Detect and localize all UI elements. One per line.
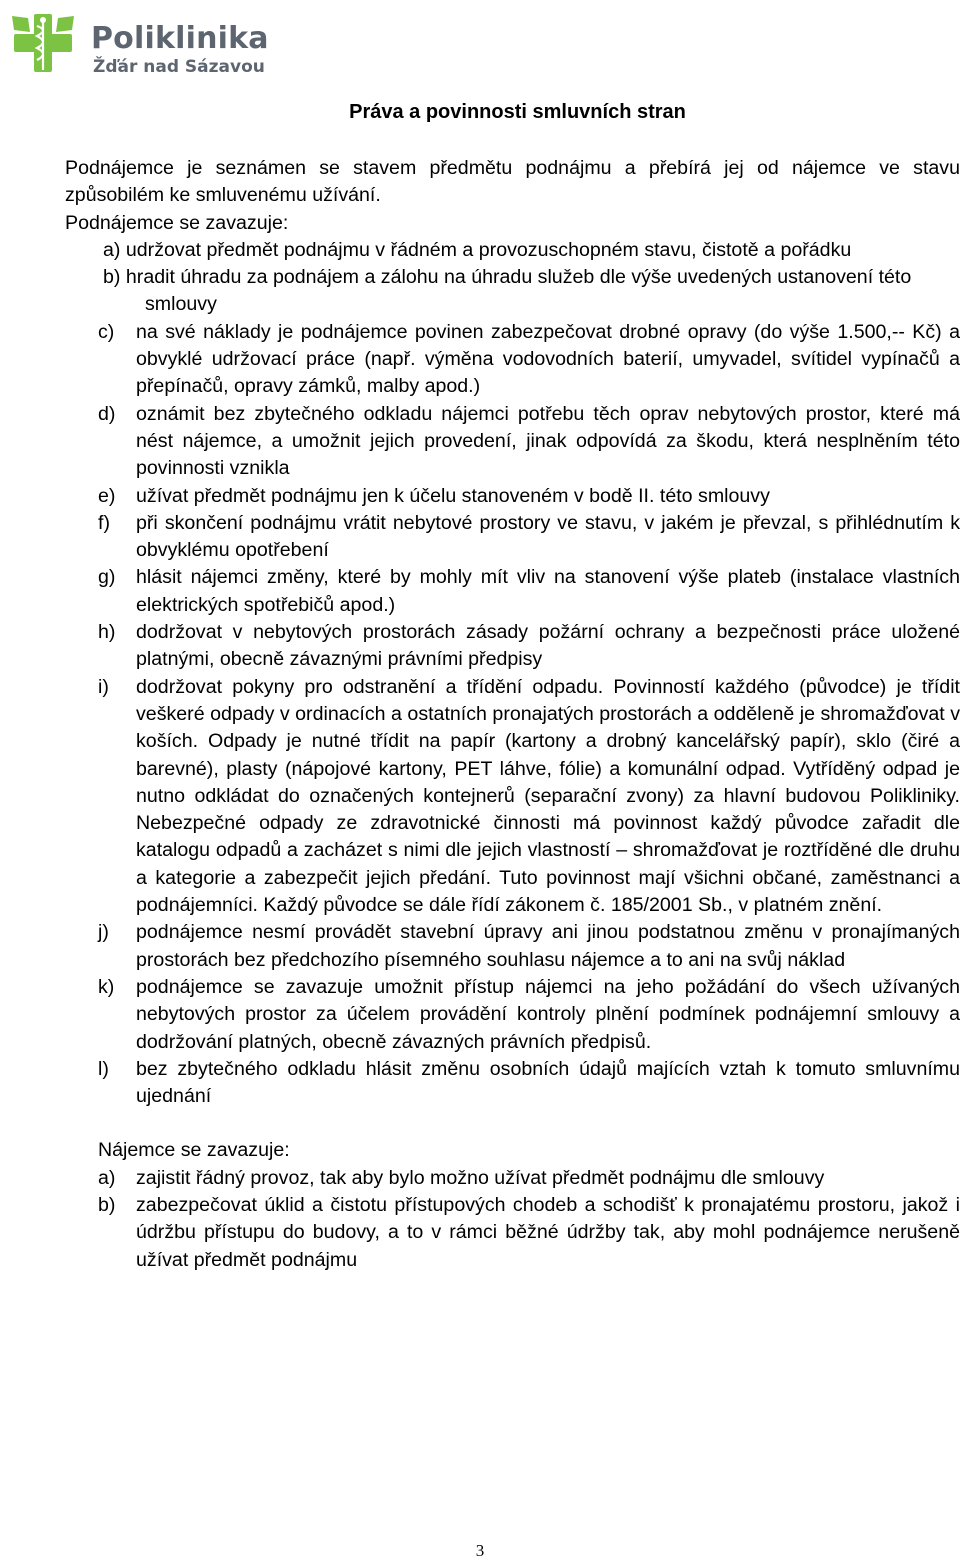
list-item — [98, 619, 960, 674]
item-text: bez zbytečného odkladu hlásit změnu osobních údajů majících vztah k tomuto smluvnímu ujednání — [136, 1057, 960, 1108]
item-text: zabezpečovat úklid a čistotu přístupových chodeb a schodišť k pronajatému prostoru, jakož i údržbu přístupu do budovy, a to v rámci běžné údržby tak, aby mohl podnájemce nerušeně užívat předmět podnájmu — [136, 1193, 960, 1271]
item-marker: b) — [98, 1193, 116, 1216]
poliklinika-logo-icon — [6, 8, 86, 78]
list-item — [98, 1165, 960, 1192]
list-item — [98, 1192, 960, 1274]
document-body — [65, 97, 960, 1274]
tenant-items-c-to-l — [98, 319, 960, 1274]
list-item — [98, 564, 960, 619]
list-item — [98, 483, 960, 510]
item-text: dodržovat pokyny pro odstranění a třídění odpadu. Povinností každého (původce) je třídit veškeré odpady v ordinacích a ostatních pronajatých prostorách a odděleně je shromažďovat v koších. Odpady je nutné třídit na papír (kartony a drobný kancelářský papír), sklo (čiré a barevné), plasty (nápojové kartony, PET láhve, fólie) a komunální odpad. Vytříděný odpad je nutno odkládat do označených kontejnerů (separační zvony) za hlavní budovou Polikliniky. Nebezpečné odpady ze zdravotnické činnosti má povinnost každý původce zařadit dle katalogu odpadů a zacházet s nimi dle jejich vlastností – shromažďovat je roztříděné dle druhu a kategorie a zabezpečit jejich předání. Tuto povinnost mají všichni občané, zaměstnanci a podnájemníci. Každý původce se dále řídí zákonem č. 185/2001 Sb., v platném znění. — [136, 675, 960, 917]
item-marker: f) — [98, 511, 110, 534]
list-item — [98, 919, 960, 974]
list-item — [65, 237, 960, 264]
tenant-obligations-list — [65, 237, 960, 1274]
intro-paragraph: Podnájemce je seznámen se stavem předmětu podnájmu a přebírá jej od nájemce ve stavu způsobilém ke smluvenému užívání. — [65, 157, 960, 207]
item-marker: d) — [98, 402, 116, 425]
tenant-obligations-heading: Podnájemce se zavazuje: — [65, 211, 289, 234]
item-text: na své náklady je podnájemce povinen zabezpečovat drobné opravy (do výše 1.500,-- Kč) a obvyklé udržovací práce (např. výměna vodovodních baterií, umyvadel, svítidel vypínačů a přepínačů, opravy zámků, malby apod.) — [136, 320, 960, 398]
item-text: užívat předmět podnájmu jen k účelu stanoveném v bodě II. této smlouvy — [136, 484, 770, 507]
item-text: dodržovat v nebytových prostorách zásady požární ochrany a bezpečnosti práce uložené platnými, obecně závaznými právními předpisy — [136, 621, 960, 671]
item-text: hlásit nájemci změny, které by mohly mít vliv na stanovení výše plateb (instalace vlastních elektrických spotřebičů apod.) — [136, 566, 960, 616]
item-marker: a) — [98, 1166, 116, 1189]
item-marker: i) — [98, 675, 109, 698]
item-marker: j) — [98, 921, 109, 944]
item-marker: b) — [103, 266, 121, 289]
landlord-obligations-heading: Nájemce se zavazuje: — [98, 1139, 290, 1162]
list-item — [65, 264, 960, 291]
item-marker: l) — [98, 1057, 109, 1080]
item-text: zajistit řádný provoz, tak aby bylo možno užívat předmět podnájmu dle smlouvy — [136, 1166, 825, 1189]
list-item — [98, 401, 960, 483]
logo — [6, 8, 269, 78]
item-marker: k) — [98, 975, 115, 998]
item-marker: a) — [103, 238, 121, 261]
item-marker: e) — [98, 484, 116, 507]
list-item — [98, 1056, 960, 1111]
item-marker: h) — [98, 621, 116, 644]
list-item — [98, 510, 960, 565]
item-marker: c) — [98, 320, 115, 343]
list-item — [98, 974, 960, 1056]
logo-name: Poliklinika — [91, 21, 269, 56]
item-text: podnájemce nesmí provádět stavební úpravy ani jinou podstatnou změnu v pronajímaných prostorách bez předchozího písemného souhlasu nájemce a to ani na svůj náklad — [136, 921, 960, 971]
page-number: 3 — [475, 1541, 485, 1560]
document-title: Práva a povinnosti smluvních stran — [349, 101, 686, 123]
list-item — [98, 674, 960, 920]
item-text: smlouvy — [145, 293, 217, 316]
logo-subtitle: Žďár nad Sázavou — [93, 57, 265, 77]
item-text: oznámit bez zbytečného odkladu nájemci potřebu těch oprav nebytových prostor, které má nést nájemce, a umožnit jejich provedení, jinak odpovídá za škodu, která nesplněním této povinnosti vznikla — [136, 402, 960, 480]
item-text: při skončení podnájmu vrátit nebytové prostory ve stavu, v jakém je převzal, s přihlédnutím k obvyklému opotřebení — [136, 511, 960, 562]
list-item — [98, 319, 960, 401]
list-item — [65, 291, 960, 318]
item-text: hradit úhradu za podnájem a zálohu na úhradu služeb dle výše uvedených ustanovení této — [125, 266, 912, 289]
item-text: udržovat předmět podnájmu v řádném a provozuschopném stavu, čistotě a pořádku — [125, 238, 852, 261]
item-marker: g) — [98, 566, 116, 589]
item-text: podnájemce se zavazuje umožnit přístup nájemci na jeho požádání do všech užívaných nebytových prostor za účelem provádění kontroly plnění podmínek podnájemní smlouvy a dodržování platných, obecně závazných právních předpisů. — [136, 975, 960, 1053]
